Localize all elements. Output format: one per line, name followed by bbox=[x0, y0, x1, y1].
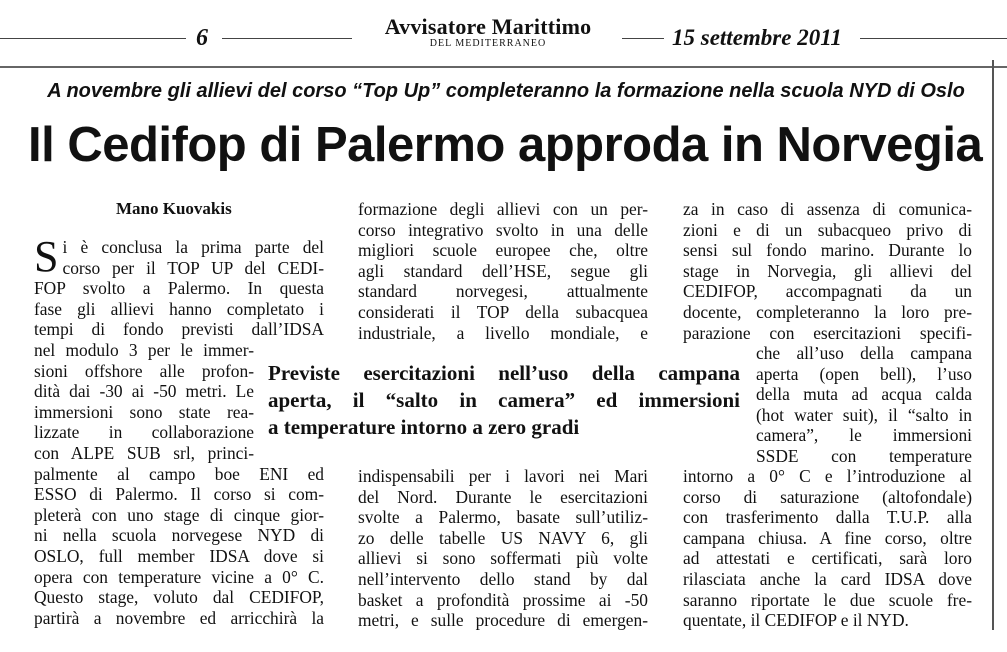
col1-line: Questo stage, voluto dal CEDIFOP, bbox=[34, 587, 324, 608]
col1-line: dità dai -30 ai -50 metri. Le bbox=[34, 381, 254, 402]
column-3-bottom bbox=[683, 466, 972, 631]
col2-line: corso integrativo svolto in una delle bbox=[358, 219, 648, 240]
col3-line: che all’uso della campana bbox=[756, 343, 972, 363]
col3-line: camera”, le immersioni bbox=[756, 425, 972, 446]
col1-line: partirà a novembre ed arricchirà la bbox=[34, 607, 324, 628]
col1-line: nel modulo 3 per le immer- bbox=[34, 339, 254, 360]
col2-line: standard norvegesi, attualmente bbox=[358, 281, 648, 302]
column-2-top bbox=[358, 199, 648, 343]
article-byline: Mano Kuovakis bbox=[116, 199, 232, 218]
page-number: 6 bbox=[196, 25, 208, 51]
col3-line: CEDIFOP, accompagnati da un bbox=[683, 281, 972, 302]
header-rule-left bbox=[0, 38, 186, 39]
col3-line: della muta ad acqua calda bbox=[756, 384, 972, 405]
col3-line: zioni e di un subacqueo privo di bbox=[683, 219, 972, 240]
col2-line: indispensabili per i lavori nei Mari bbox=[358, 466, 648, 486]
col1-line: i è conclusa la prima parte del bbox=[62, 237, 324, 257]
col2-line: migliori scuole europee che, oltre bbox=[358, 240, 648, 261]
column-3-middle bbox=[756, 343, 972, 467]
col2-line: industriale, a livello mondiale, e bbox=[358, 322, 648, 343]
article-kicker: A novembre gli allievi del corso “Top Up” completeranno la formazione nella scuola NYD di Oslo bbox=[47, 80, 965, 102]
col1-line: ESSO di Palermo. Il corso si com- bbox=[34, 484, 324, 505]
col2-line: nell’intervento dello stand by dal bbox=[358, 568, 648, 589]
col1-line: sioni offshore alle profon- bbox=[34, 360, 254, 381]
drop-cap: S bbox=[34, 232, 59, 281]
pull-quote-line: aperta, il “salto in camera” ed immersioni bbox=[268, 388, 740, 412]
masthead-subtitle: DEL MEDITERRANEO bbox=[429, 38, 547, 49]
col3-line: con trasferimento dalla T.U.P. alla bbox=[683, 507, 972, 528]
col3-line: ad attestati e certificati, sarà loro bbox=[683, 548, 972, 569]
col3-line: parazione con esercitazioni specifi- bbox=[683, 322, 972, 343]
right-edge-rule bbox=[992, 60, 994, 630]
col2-line: agli standard dell’HSE, segue gli bbox=[358, 260, 648, 281]
col2-line: formazione degli allievi con un per- bbox=[358, 199, 648, 219]
col2-line: del Nord. Durante le esercitazioni bbox=[358, 486, 648, 507]
col3-line: campana chiusa. A fine corso, oltre bbox=[683, 527, 972, 548]
article-headline: Il Cedifop di Palermo approda in Norvegia bbox=[28, 118, 983, 172]
col1-line: OSLO, full member IDSA dove si bbox=[34, 545, 324, 566]
col1-line: immersioni sono state rea- bbox=[34, 401, 254, 422]
masthead bbox=[360, 16, 616, 50]
col1-line: tempi di fondo previsti dall’IDSA bbox=[34, 319, 324, 340]
col1-line: corso per il TOP UP del CEDI- bbox=[62, 257, 324, 278]
col3-line: SSDE con temperature bbox=[756, 445, 972, 466]
col3-line: rilasciata anche la card IDSA dove bbox=[683, 568, 972, 589]
col3-line: quentate, il CEDIFOP e il NYD. bbox=[683, 610, 909, 631]
col1-line: ni nella scuola norvegese NYD di bbox=[34, 525, 324, 546]
column-3-top bbox=[683, 199, 972, 343]
col3-line: saranno riportate le due scuole fre- bbox=[683, 589, 972, 610]
col2-line: considerati il TOP della subacquea bbox=[358, 301, 648, 322]
col3-line: stage in Norvegia, gli allievi del bbox=[683, 260, 972, 281]
header-rule-mid-right bbox=[622, 38, 664, 39]
col3-line: docente, completeranno la loro pre- bbox=[683, 301, 972, 322]
header-rule-right bbox=[860, 38, 1007, 39]
col3-line: za in caso di assenza di comunica- bbox=[683, 199, 972, 219]
col1-line: pleterà con uno stage di cinque gior- bbox=[34, 504, 324, 525]
col1-line: con ALPE SUB srl, princi- bbox=[34, 442, 254, 463]
col2-line: zo delle tabelle US NAVY 6, gli bbox=[358, 527, 648, 548]
col3-line: sensi sul fondo marino. Durante lo bbox=[683, 240, 972, 261]
masthead-title: Avvisatore Marittimo bbox=[384, 14, 592, 39]
header-rule-mid-left bbox=[222, 38, 352, 39]
pull-quote bbox=[268, 360, 740, 441]
pull-quote-line: a temperature intorno a zero gradi bbox=[268, 415, 580, 439]
col3-line: (hot water suit), il “salto in bbox=[756, 404, 972, 425]
pull-quote-line: Previste esercitazioni nell’uso della campana bbox=[268, 361, 740, 385]
col3-line: aperta (open bell), l’uso bbox=[756, 363, 972, 384]
col2-line: svolte a Palermo, basate sull’utiliz- bbox=[358, 507, 648, 528]
col1-line: opera con temperature vicine a 0° C. bbox=[34, 566, 324, 587]
col1-line: fase gli allievi hanno completato i bbox=[34, 298, 324, 319]
col2-line: allievi si sono soffermati più volte bbox=[358, 548, 648, 569]
issue-date: 15 settembre 2011 bbox=[672, 25, 842, 50]
col2-line: metri, e sulle procedure di emergen- bbox=[358, 610, 648, 631]
header-bottom-rule bbox=[0, 66, 1007, 68]
column-2-bottom bbox=[358, 466, 648, 631]
col2-line: basket a profondità prossime ai -50 bbox=[358, 589, 648, 610]
col1-line: FOP svolto a Palermo. In questa bbox=[34, 278, 324, 299]
col3-line: corso di saturazione (altofondale) bbox=[683, 486, 972, 507]
col1-line: lizzate in collaborazione bbox=[34, 422, 254, 443]
col1-line: palmente al campo boe ENI ed bbox=[34, 463, 324, 484]
col3-line: intorno a 0° C e l’introduzione al bbox=[683, 466, 972, 486]
